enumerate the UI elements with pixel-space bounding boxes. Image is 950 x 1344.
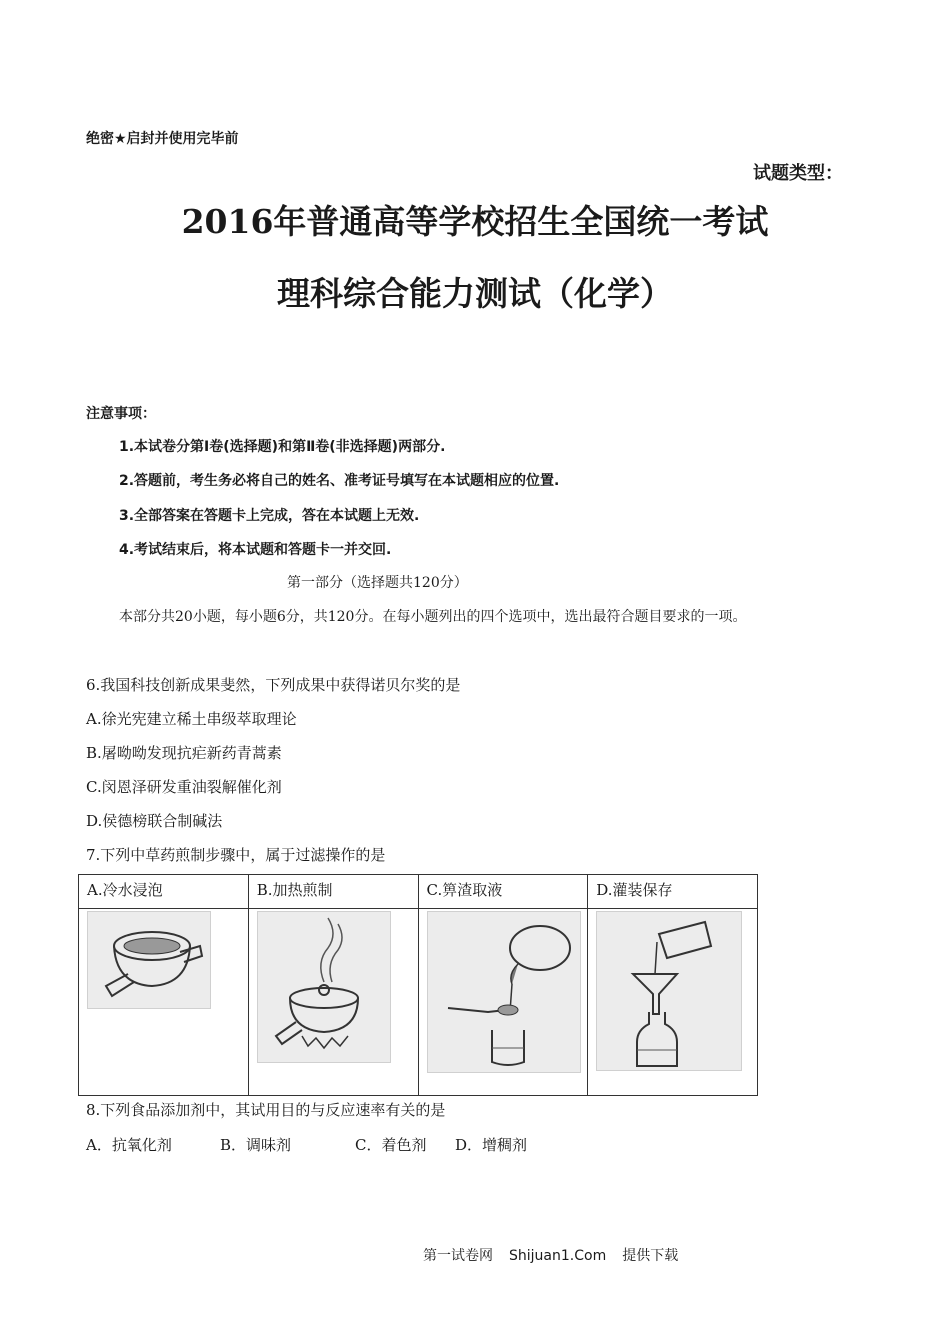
q7-options-table	[78, 874, 758, 1096]
footer-left: 第一试卷网	[423, 1248, 493, 1264]
notice-item-3: 3.全部答案在答题卡上完成，答在本试题上无效.	[119, 508, 420, 524]
bottling-icon	[596, 911, 742, 1071]
q7-option-c: C.箅渣取液	[418, 875, 588, 909]
exam-subtitle: 理科综合能力测试（化学）	[277, 274, 673, 313]
question-type-label: 试题类型：	[753, 163, 843, 184]
heating-pot-icon	[257, 911, 391, 1063]
straining-icon	[427, 911, 581, 1073]
exam-title: 2016年普通高等学校招生全国统一考试	[181, 202, 769, 241]
q7-option-d: D.灌装保存	[588, 875, 758, 909]
q8-stem: 8.下列食品添加剂中，其试用目的与反应速率有关的是	[86, 1101, 446, 1119]
notice-heading: 注意事项：	[86, 406, 156, 422]
footer	[423, 1245, 678, 1265]
q8-option-b: B．调味剂	[220, 1136, 292, 1154]
secret-label: 绝密★启封并使用完毕前	[86, 131, 239, 147]
q7-stem: 7.下列中草药煎制步骤中，属于过滤操作的是	[86, 846, 386, 864]
footer-site: Shijuan1.Com	[509, 1248, 607, 1264]
soaking-pot-icon	[87, 911, 211, 1009]
q8-option-c: C．着色剂	[355, 1136, 427, 1154]
q8-option-d: D．增稠剂	[455, 1136, 528, 1154]
notice-item-4: 4.考试结束后，将本试题和答题卡一并交回.	[119, 542, 392, 558]
notice-item-2: 2.答题前，考生务必将自己的姓名、准考证号填写在本试题相应的位置.	[119, 473, 560, 489]
part-intro: 本部分共20小题，每小题6分，共120分。在每小题列出的四个选项中，选出最符合题目要求的一项。	[119, 609, 747, 625]
q8-option-a: A．抗氧化剂	[86, 1136, 172, 1154]
q6-option-d: D.侯德榜联合制碱法	[86, 812, 223, 830]
footer-right: 提供下载	[622, 1248, 679, 1264]
part-title: 第一部分（选择题共120分）	[287, 575, 468, 591]
q7-option-b: B.加热煎制	[248, 875, 418, 909]
q6-stem: 6.我国科技创新成果斐然，下列成果中获得诺贝尔奖的是	[86, 676, 461, 694]
q7-option-a: A.冷水浸泡	[79, 875, 249, 909]
q6-option-b: B.屠呦呦发现抗疟新药青蒿素	[86, 744, 282, 762]
q6-option-a: A.徐光宪建立稀土串级萃取理论	[86, 710, 297, 728]
q6-option-c: C.闵恩泽研发重油裂解催化剂	[86, 778, 282, 796]
notice-item-1: 1.本试卷分第Ⅰ卷(选择题)和第Ⅱ卷(非选择题)两部分.	[119, 439, 446, 455]
